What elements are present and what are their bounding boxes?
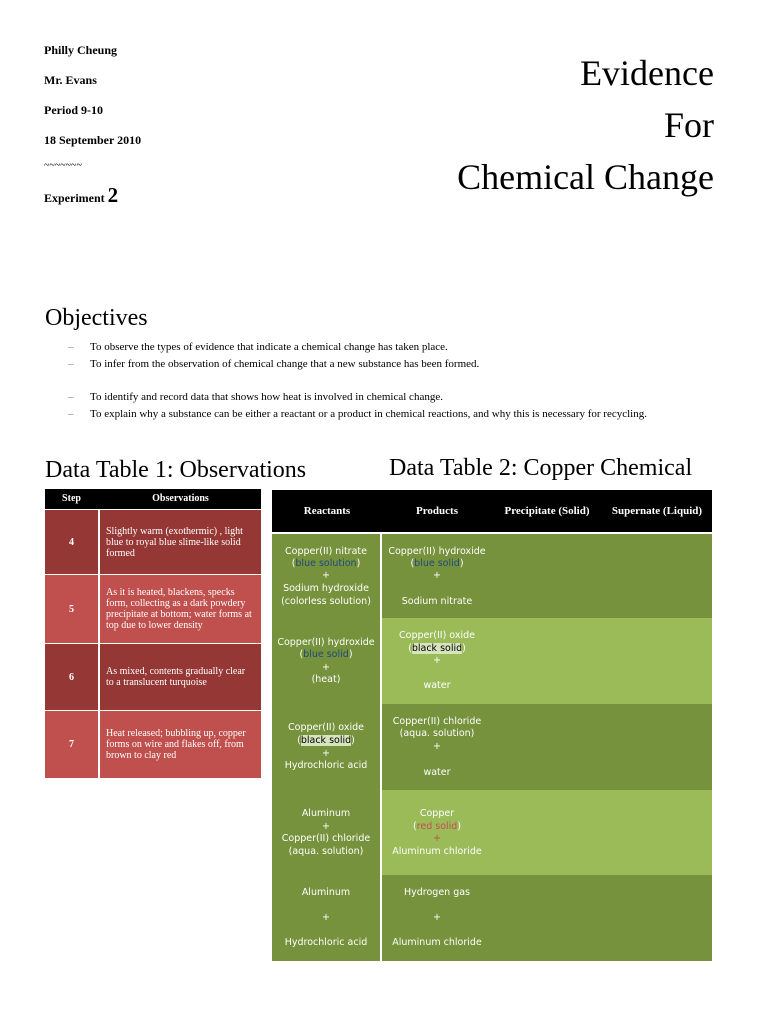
state-text: black solid <box>300 735 352 746</box>
reactant-name: Copper(II) chloride <box>281 833 371 844</box>
table-row <box>45 575 261 643</box>
objectives-heading: Objectives <box>45 305 148 331</box>
table-row <box>272 618 712 704</box>
report-date: 18 September 2010 <box>44 133 142 147</box>
table1-header-row <box>45 489 261 509</box>
reactant-state: (blue solution) <box>291 558 361 569</box>
product-name: Aluminum chloride <box>392 846 482 857</box>
plus-sign: + <box>433 912 441 923</box>
column-header-precipitate: Precipitate (Solid) <box>504 505 590 517</box>
reactant-state: (black solid) <box>297 735 355 746</box>
table1-heading: Data Table 1: Observations <box>45 457 307 483</box>
reactants-cell <box>272 875 380 961</box>
objective-text: To infer from the observation of chemical change that a new substance has been formed. <box>90 358 480 370</box>
title-line-3: Chemical Change <box>457 157 714 197</box>
step-cell: 7 <box>45 711 98 778</box>
reactants-cell <box>272 618 380 704</box>
column-header-products: Products <box>416 505 458 517</box>
table2-heading: Data Table 2: Copper Chemical <box>389 455 693 481</box>
state-text: red solid <box>416 821 458 832</box>
product-name: water <box>423 680 451 691</box>
plus-sign: + <box>433 833 441 844</box>
plus-sign: + <box>433 570 441 581</box>
table-row <box>272 704 712 790</box>
step-cell: 4 <box>45 510 98 574</box>
reactant-state: (colorless solution) <box>281 596 371 607</box>
reactant-name: Aluminum <box>301 887 351 898</box>
bullet-dash: – <box>68 408 74 420</box>
objective-text: To identify and record data that shows how heat is involved in chemical change. <box>90 391 443 403</box>
product-state: (red solid) <box>412 821 462 832</box>
reactant-name: Copper(II) nitrate <box>285 546 367 557</box>
experiment-label <box>44 183 118 208</box>
table-row <box>45 510 261 574</box>
plus-sign: + <box>322 821 330 832</box>
products-column <box>382 704 492 790</box>
observation-cell: As mixed, contents gradually clear to a translucent turquoise <box>100 644 261 710</box>
products-column <box>382 790 492 875</box>
product-state: (black solid) <box>408 643 466 654</box>
product-name: Aluminum chloride <box>392 937 482 948</box>
observation-cell: Slightly warm (exothermic) , light blue to royal blue slime-like solid formed <box>100 510 261 574</box>
reactants-cell <box>272 534 380 618</box>
step-cell: 5 <box>45 575 98 643</box>
products-column <box>382 534 492 618</box>
table-row <box>45 711 261 778</box>
products-cell <box>382 875 712 961</box>
observation-cell: As it is heated, blackens, specks form, collecting as a dark powdery precipitate at bottom; water forms at top due to lower density <box>100 575 261 643</box>
reactant-name: Copper(II) hydroxide <box>277 637 375 648</box>
bullet-dash: – <box>68 341 74 353</box>
column-header-reactants: Reactants <box>303 505 351 517</box>
reactant-name: Hydrochloric acid <box>284 760 368 771</box>
product-name: Hydrogen gas <box>403 887 471 898</box>
plus-sign: + <box>433 741 441 752</box>
plus-sign: + <box>322 748 330 759</box>
state-text: black solid <box>411 643 463 654</box>
teacher-name: Mr. Evans <box>44 73 97 87</box>
bullet-dash: – <box>68 358 74 370</box>
student-name: Philly Cheung <box>44 43 118 57</box>
product-name: water <box>423 767 451 778</box>
separator-line: ~~~~~~~ <box>44 160 82 171</box>
reactant-condition: (heat) <box>311 674 341 685</box>
products-cell <box>382 618 712 704</box>
column-header-supernate: Supernate (Liquid) <box>611 505 703 517</box>
reactant-state: (blue solid) <box>299 649 353 660</box>
products-cell <box>382 534 712 618</box>
observation-cell: Heat released; bubbling up, copper forms on wire and flakes off, from brown to clay red <box>100 711 261 778</box>
product-name: Copper(II) oxide <box>399 630 475 641</box>
state-text: blue solid <box>414 558 460 569</box>
product-state: (aqua. solution) <box>399 728 475 739</box>
reactant-name: Copper(II) oxide <box>288 722 364 733</box>
bullet-dash: – <box>68 391 74 403</box>
table2-header-row <box>272 490 712 532</box>
objective-text: To observe the types of evidence that indicate a chemical change has taken place. <box>90 341 448 353</box>
plus-sign: + <box>322 912 330 923</box>
product-name: Copper(II) hydroxide <box>388 546 486 557</box>
state-text: blue solid <box>303 649 349 660</box>
title-line-2: For <box>663 105 714 145</box>
reactant-state: (aqua. solution) <box>288 846 364 857</box>
reactant-name: Sodium hydroxide <box>283 583 369 594</box>
table-row <box>45 644 261 710</box>
table-row <box>272 790 712 875</box>
product-name: Copper <box>419 808 455 819</box>
product-state: (blue solid) <box>410 558 464 569</box>
table-row <box>272 875 712 961</box>
plus-sign: + <box>322 570 330 581</box>
plus-sign: + <box>322 662 330 673</box>
class-period: Period 9-10 <box>44 103 103 117</box>
title-line-1: Evidence <box>580 53 714 93</box>
products-cell <box>382 790 712 875</box>
product-name: Sodium nitrate <box>401 596 473 607</box>
experiment-number: 2 <box>107 183 119 207</box>
experiment-label-text: Experiment <box>44 191 105 205</box>
step-cell: 6 <box>45 644 98 710</box>
reactant-name: Hydrochloric acid <box>284 937 368 948</box>
reactants-cell <box>272 790 380 875</box>
table-row <box>272 534 712 618</box>
state-text: blue solution <box>295 558 357 569</box>
column-header-step: Step <box>62 493 81 504</box>
plus-sign: + <box>433 655 441 666</box>
column-header-observations: Observations <box>152 493 209 504</box>
reactants-cell <box>272 704 380 790</box>
product-name: Copper(II) chloride <box>392 716 482 727</box>
products-column <box>382 875 492 961</box>
objective-text: To explain why a substance can be either a reactant or a product in chemical reactions, and why this is necessary for recycling. <box>90 408 647 420</box>
products-column <box>382 618 492 704</box>
reactant-name: Aluminum <box>301 808 351 819</box>
products-cell <box>382 704 712 790</box>
